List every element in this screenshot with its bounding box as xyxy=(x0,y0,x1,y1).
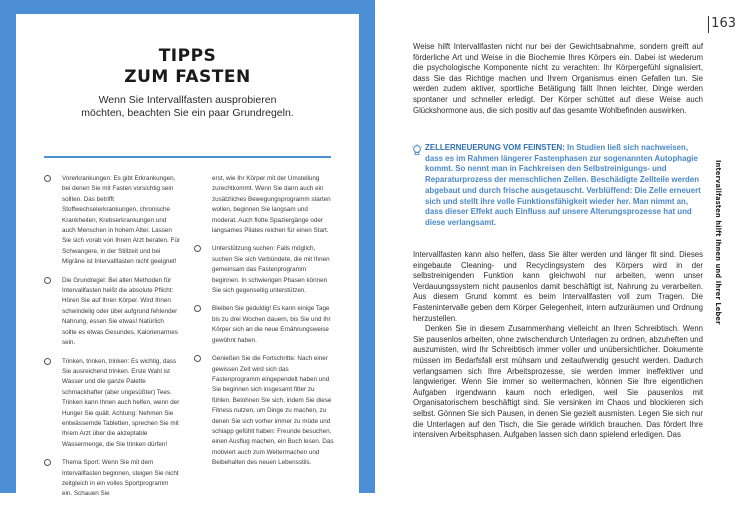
body-paragraph-top xyxy=(413,42,703,116)
tip-text: erst, wie Ihr Körper mit der Umstellung zurechtkommt. Wenn Sie dann auch ein zusätzliches Bewegungsprogramm starten wollen, beginnen Sie langsam und moderat. Auch flotte Spaziergänge oder langsames Pilates reichen für einen Start. xyxy=(212,175,331,235)
tip-text: Die Grundregel: Bei allen Methoden für Intervallfasten heißt die absolute Pflicht: Hören Sie auf Ihren Körper. Wird Ihnen schwindelig oder übel aufgrund fehlender Nahrung, essen Sie etwas! Natürlich sollte es etwas Gesundes, Kalorienarmes sein. xyxy=(62,276,178,347)
page-number: 163 xyxy=(711,16,736,31)
paragraph: Denken Sie in diesem Zusammenhang vielleicht an Ihren Schreibtisch. Wenn Sie pausenlos arbeiten, ohne zwischendurch Unterlagen zu ordnen, abzuheften und auszumisten, wird Ihr Schreibtisch immer voller und unübersichtlicher. Dokumente müssen im Bedarfsfall erst mühsam und zeitaufwendig gesucht werden. Dadurch verlangsamen sich Ihre Arbeitsprozesse, sie werden immer ineffektiver und langwieriger. Wenn Sie immer so weitermachen, können Sie Ihre eigentlichen Aufgaben irgendwann kaum noch erledigen, weil Sie pausenlos mit Organisatorischem beschäftigt sind. Sie versinken im Chaos und blockieren sich selbst. Gönnen Sie sich Pausen, in denen Sie gezielt ausmisten. Legen Sie sich nur die Unterlagen auf den Tisch, die Sie gerade wirklich brauchen. Das fördert Ihre intensiven Arbeitsphasen. Aufgaben lassen sich dann spielend erledigen. Das xyxy=(413,324,703,440)
tip-item xyxy=(44,276,180,349)
panel-intro: Wenn Sie Intervallfasten ausprobieren möchten, beachten Sie ein paar Grundregeln. xyxy=(81,94,294,119)
panel-divider xyxy=(44,156,331,158)
tip-item xyxy=(194,244,334,296)
circle-bullet-icon xyxy=(44,175,51,182)
circle-bullet-icon xyxy=(194,305,201,312)
side-tab-label: Intervallfasten hilft Ihnen und Ihrer Leber xyxy=(714,160,722,325)
panel-title-line2: ZUM FASTEN xyxy=(124,67,251,87)
tip-text: Vorerkrankungen: Es gibt Erkrankungen, bei denen Sie mit Fasten vorsichtig sein sollten. Das betrifft Stoffwechselerkrankungen, chronische Krankheiten, Krebserkrankungen und auch Menschen in hohem Alter. Lassen Sie sich vorab von Ihrem Arzt beraten. Für Schwangere, in der Stillzeit und bei Migräne ist Intervallfasten nicht geeignet! xyxy=(62,175,180,266)
panel-title-line1: TIPPS xyxy=(158,46,217,66)
left-page xyxy=(0,0,375,498)
tip-item xyxy=(44,357,180,451)
callout-box xyxy=(425,143,705,229)
circle-bullet-icon xyxy=(44,358,51,365)
tip-text: Trinken, trinken, trinken: Es wichtig, dass Sie ausreichend trinken. Erste Wahl ist Wasser und die ganze Palette schmackhafter (aber ungesüßter) Tees. Trinken kann Ihnen auch helfen, wenn der Hunger Sie quält. Achtung: Nehmen Sie entwässernde Tabletten, sprechen Sie mit Ihrem Arzt über die akzeptable Wassermenge, die Sie trinken dürfen! xyxy=(62,357,180,448)
side-tab xyxy=(708,160,724,330)
tip-item xyxy=(194,354,334,468)
tip-text: Genießen Sie die Fortschritte: Nach einer gewissen Zeit wird sich das Fastenprogramm eingependelt haben und Sie beginnen sich insgesamt fitter zu fühlen. Belohnen Sie sich, indem Sie diese Fitness nutzen, um Dinge zu machen, zu denen Sie sich vorher immer zu müde und schlapp gefühlt haben: Freunde besuchen, einen Ausflug machen, ein Buch lesen. Das motiviert auch zum Weitermachen und Beibehalten des neuen Lebensstils. xyxy=(212,355,334,467)
page-number-rule xyxy=(708,16,709,33)
tip-text: Thema Sport: Wenn Sie mit dem Intervallfasten beginnen, steigen Sie nicht zeitgleich in ein volles Sportprogramm ein. Schauen Sie xyxy=(62,459,179,498)
tip-text: Bleiben Sie geduldig! Es kann einige Tage bis zu drei Wochen dauern, bis Sie und Ihr Körper sich an die neue Ernährungsweise gewöhnt haben. xyxy=(212,305,331,344)
circle-bullet-icon xyxy=(194,355,201,362)
circle-bullet-icon xyxy=(44,459,51,466)
tips-panel xyxy=(16,14,359,498)
callout-body: In Studien ließ sich nachweisen, dass es im Rahmen längerer Fastenphasen zur sogenannten Autophagie kommt. So nennt man in Fachkreisen den Selbstreinigungs- und Reparaturprozess der menschlichen Zellen. Beschädigte Zellteile werden abgebaut und durch frische ausgetauscht. Verblüffend: Die Zelle erneuert sich und stellt ihre volle Funktionsfähigkeit wieder her. Man nimmt an, dass dieser Effekt auch Einfluss auf unsere Alterungsprozesse hat und diese verlangsamt. xyxy=(425,143,701,227)
circle-bullet-icon xyxy=(44,277,51,284)
panel-title xyxy=(16,46,359,88)
tip-item xyxy=(44,458,180,500)
lightbulb-icon xyxy=(411,144,423,158)
tips-column-right xyxy=(194,174,334,477)
right-page xyxy=(375,0,750,493)
tips-column-left xyxy=(44,174,180,508)
circle-bullet-icon xyxy=(194,245,201,252)
body-paragraph-bottom xyxy=(413,250,703,441)
paragraph: Weise hilft Intervallfasten nicht nur bei der Gewichtsabnahme, sondern greift auf förderliche Art und Weise in die Biochemie Ihres Körpers ein. Dabei ist wiederum die psychologische Komponente nicht zu verachten: Ihr Körpergefühl signalisiert, dass Sie das Richtige machen und Ihrem Organismus einen Gefallen tun. Sie werden zudem aktiver, sportliche Betätigung fällt Ihnen leichter, Dinge werden spontaner und schneller erledigt. Der Körper schüttet auf diese Weise auch Glückshormone aus, die sich positiv auf das gesamte Wohlbefinden auswirken. xyxy=(413,42,703,115)
tip-item xyxy=(44,174,180,268)
callout-heading: ZELLERNEUERUNG VOM FEINSTEN: xyxy=(425,143,565,152)
tip-text: Unterstützung suchen: Falls möglich, suchen Sie sich Verbündete, die mit Ihnen gemeinsam das Fastenprogramm beginnen. In schwierigen Phasen können Sie sich gegenseitig unterstützen. xyxy=(212,245,330,295)
tip-continuation xyxy=(194,174,334,236)
tip-item xyxy=(194,304,334,346)
paragraph: Intervallfasten kann also helfen, dass Sie älter werden und länger fit sind. Dieses eingebaute Cleaning- und Recyclingsystem des Körpers wird in der selbstreinigenden Funktion kann gleichwohl nur arbeiten, wenn unser Verdauungssystem nicht pausenlos damit beschäftigt ist, Nahrung zu verarbeiten. Aus diesem Grund kommt es beim Intervallfasten voll zum Tragen. Die Fastenintervalle geben dem Körper Gelegenheit, intern aufzuräumen und Ordnung herzustellen. xyxy=(413,250,703,323)
